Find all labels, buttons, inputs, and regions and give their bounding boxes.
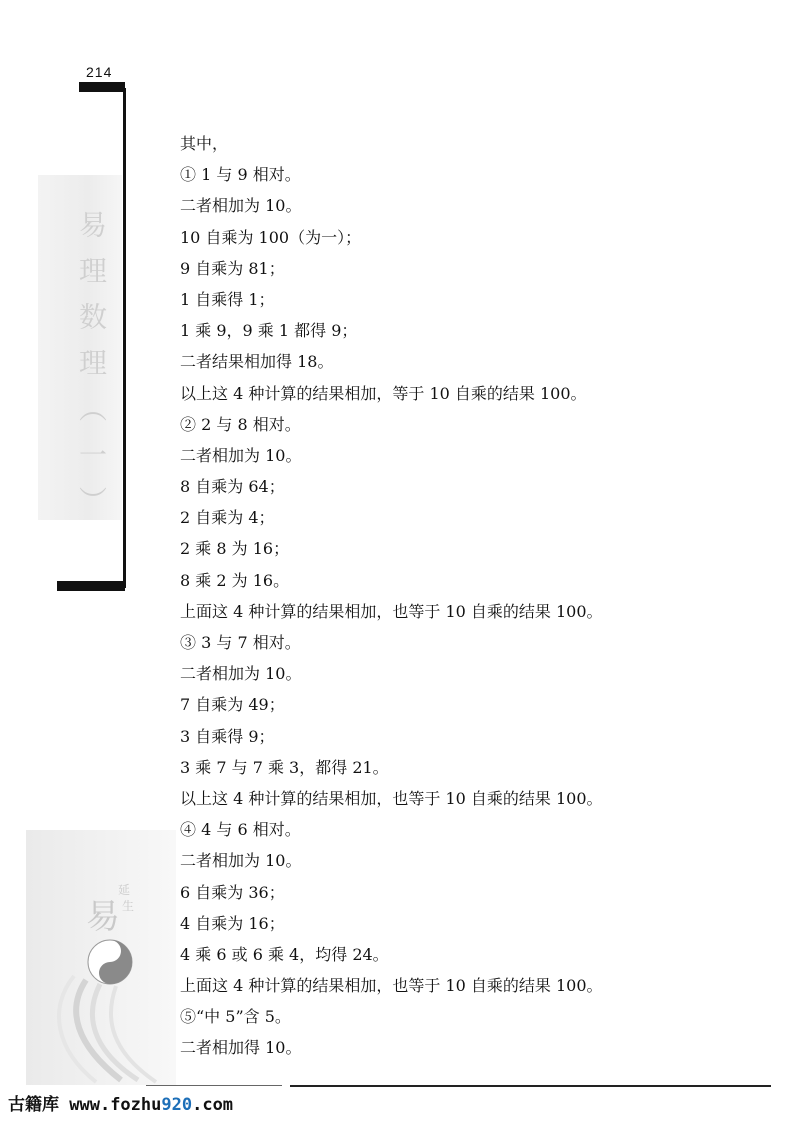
- text-line: 二者相加为 10。: [180, 664, 302, 684]
- footer-rule-short: [146, 1085, 282, 1086]
- text-line: ④ 4 与 6 相对。: [180, 820, 301, 840]
- side-book-title: 易理数理（一）: [75, 210, 108, 532]
- watermark-url-prefix[interactable]: www.fozhu: [69, 1095, 162, 1115]
- text-line: 二者相加为 10。: [180, 196, 302, 216]
- text-line: 二者相加为 10。: [180, 851, 302, 871]
- text-line: 3 自乘得 9；: [180, 726, 275, 746]
- text-line: 2 自乘为 4；: [180, 508, 275, 528]
- text-line: 上面这 4 种计算的结果相加，也等于 10 自乘的结果 100。: [180, 601, 603, 621]
- page-number: 214: [86, 64, 113, 80]
- footer-rule-long: [290, 1085, 771, 1087]
- text-line: ⑤“中 5”含 5。: [180, 1007, 291, 1027]
- yin-yang-icon: [88, 940, 132, 984]
- footer-watermark: [8, 1090, 233, 1115]
- text-line: ② 2 与 8 相对。: [180, 414, 301, 434]
- text-line: 8 自乘为 64；: [180, 477, 285, 497]
- text-line: 6 自乘为 36；: [180, 882, 285, 902]
- margin-rule: [123, 88, 126, 588]
- watermark-brand: 古籍库: [8, 1095, 59, 1115]
- text-line: 3 乘 7 与 7 乘 3，都得 21。: [180, 757, 389, 777]
- logo-glyph-yi: 易: [86, 897, 120, 937]
- text-line: 二者相加为 10。: [180, 445, 302, 465]
- logo-glyph-yan: 延: [118, 883, 131, 897]
- text-line: 10 自乘为 100（为一）；: [180, 227, 362, 247]
- header-bar: [79, 82, 125, 92]
- text-line: ① 1 与 9 相对。: [180, 165, 301, 185]
- text-line: 9 自乘为 81；: [180, 258, 285, 278]
- watermark-url-suffix[interactable]: .com: [192, 1095, 234, 1115]
- text-line: 1 乘 9，9 乘 1 都得 9；: [180, 321, 358, 341]
- margin-bar: [57, 581, 125, 591]
- text-line: 二者结果相加得 18。: [180, 352, 334, 372]
- watermark-url-highlight[interactable]: 920: [161, 1095, 193, 1115]
- text-line: 1 自乘得 1；: [180, 289, 275, 309]
- text-line: 以上这 4 种计算的结果相加，也等于 10 自乘的结果 100。: [180, 788, 603, 808]
- text-line: 其中，: [180, 134, 229, 153]
- text-line: 以上这 4 种计算的结果相加，等于 10 自乘的结果 100。: [180, 383, 587, 403]
- text-line: ③ 3 与 7 相对。: [180, 633, 301, 652]
- text-line: 二者相加得 10。: [180, 1038, 302, 1058]
- body-text: [180, 128, 740, 1064]
- text-line: 4 自乘为 16；: [180, 913, 285, 933]
- text-line: 4 乘 6 或 6 乘 4，均得 24。: [180, 944, 389, 964]
- text-line: 2 乘 8 为 16；: [180, 539, 290, 559]
- yin-yang-logo-decoration: [26, 830, 176, 1085]
- text-line: 7 自乘为 49；: [180, 695, 285, 715]
- text-line: 上面这 4 种计算的结果相加，也等于 10 自乘的结果 100。: [180, 976, 603, 996]
- text-line: 8 乘 2 为 16。: [180, 570, 290, 590]
- logo-glyph-sheng: 生: [122, 899, 135, 913]
